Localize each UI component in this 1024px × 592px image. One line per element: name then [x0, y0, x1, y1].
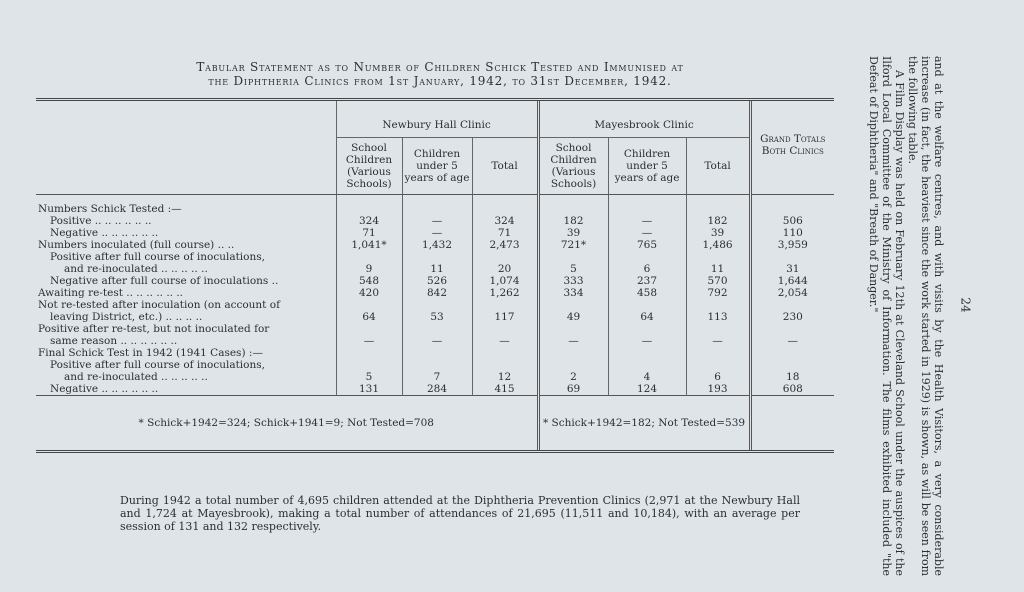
row-label: Negative .. .. .. .. .. .. — [50, 383, 159, 395]
table-cell — [750, 347, 834, 359]
table-cell — [608, 195, 686, 216]
table-cell: 12 — [472, 371, 538, 383]
table-cell: — — [686, 335, 750, 347]
header-blank-2 — [36, 138, 336, 195]
page-number: 24 — [958, 297, 973, 313]
row-label: Negative .. .. .. .. .. .. — [50, 227, 159, 239]
side-text — [845, 56, 945, 576]
table-cell: — — [402, 335, 472, 347]
table-cell: 526 — [402, 275, 472, 287]
table-cell: 5 — [336, 371, 402, 383]
table-cell: 570 — [686, 275, 750, 287]
table-cell — [472, 323, 538, 335]
table-cell — [402, 195, 472, 216]
schick-table — [36, 98, 834, 453]
table-row — [36, 335, 834, 347]
table-cell: 9 — [336, 263, 402, 275]
table-cell — [538, 323, 608, 335]
footnote-newbury: * Schick+1942=324; Schick+1941=9; Not Tested=708 — [36, 396, 538, 452]
table-cell — [402, 299, 472, 311]
table-cell — [686, 359, 750, 371]
table-cell: 117 — [472, 311, 538, 323]
table-row — [36, 239, 834, 251]
row-label: Positive .. .. .. .. .. .. — [50, 215, 152, 227]
header-grand-totals: Grand Totals Both Clinics — [750, 100, 834, 195]
table-cell — [538, 195, 608, 216]
table-cell: 69 — [538, 383, 608, 396]
table-cell: 324 — [472, 215, 538, 227]
footnote-mayesbrook: * Schick+1942=182; Not Tested=539 — [538, 396, 750, 452]
table-cell — [608, 359, 686, 371]
table-cell: 230 — [750, 311, 834, 323]
table-cell: 182 — [538, 215, 608, 227]
table-cell: 2 — [538, 371, 608, 383]
table-cell: 334 — [538, 287, 608, 299]
table-cell — [336, 251, 402, 263]
table-cell: 6 — [686, 371, 750, 383]
table-cell — [538, 347, 608, 359]
table-row — [36, 215, 834, 227]
table-cell: 31 — [750, 263, 834, 275]
table-cell: 506 — [750, 215, 834, 227]
table-cell — [608, 251, 686, 263]
table-cell: 124 — [608, 383, 686, 396]
table-cell: 110 — [750, 227, 834, 239]
table-cell — [686, 347, 750, 359]
table-cell: 131 — [336, 383, 402, 396]
table-cell: 1,041* — [336, 239, 402, 251]
table-row — [36, 347, 834, 359]
table-row — [36, 251, 834, 263]
header-newbury: Newbury Hall Clinic — [336, 100, 538, 138]
table-row — [36, 263, 834, 275]
table-cell: 2,054 — [750, 287, 834, 299]
table-cell — [472, 299, 538, 311]
table-cell: 1,486 — [686, 239, 750, 251]
table-cell — [750, 195, 834, 216]
table-cell: 39 — [538, 227, 608, 239]
table-cell: 6 — [608, 263, 686, 275]
table-row — [36, 275, 834, 287]
table-row — [36, 359, 834, 371]
row-label: and re-inoculated .. .. .. .. .. — [64, 371, 208, 383]
table-cell — [336, 299, 402, 311]
table-cell: 11 — [402, 263, 472, 275]
table-cell: — — [538, 335, 608, 347]
table-cell — [686, 323, 750, 335]
row-label: Negative after full course of inoculations .. — [50, 275, 279, 287]
table-cell — [750, 359, 834, 371]
header-under5-b: Children under 5 years of age — [608, 138, 686, 195]
table-cell: 39 — [686, 227, 750, 239]
table-cell — [336, 323, 402, 335]
table-cell: 64 — [608, 311, 686, 323]
row-label: Final Schick Test in 1942 (1941 Cases) :— — [38, 347, 263, 359]
header-school-b: School Children (Various Schools) — [538, 138, 608, 195]
table-row — [36, 195, 834, 216]
table-cell — [538, 359, 608, 371]
table-row — [36, 383, 834, 396]
table-cell: 49 — [538, 311, 608, 323]
table-cell — [538, 299, 608, 311]
side-paragraph-1: and at the welfare centres, and with visits by the Health Visitors, a very considerable increase (in fact, the heaviest since the work started in 1929) is shown, as will be seen from the following table. — [906, 56, 945, 576]
table-row — [36, 311, 834, 323]
table-cell — [608, 323, 686, 335]
table-cell: 3,959 — [750, 239, 834, 251]
table-cell: 333 — [538, 275, 608, 287]
table-cell — [686, 251, 750, 263]
table-row — [36, 299, 834, 311]
table-title — [60, 60, 820, 88]
table-cell — [608, 347, 686, 359]
row-label: Positive after full course of inoculations, — [50, 359, 265, 371]
table-cell: 415 — [472, 383, 538, 396]
table-cell: 284 — [402, 383, 472, 396]
table-cell: — — [402, 215, 472, 227]
table-cell: 182 — [686, 215, 750, 227]
table-row — [36, 287, 834, 299]
summary-paragraph: During 1942 a total number of 4,695 children attended at the Diphtheria Prevention Clinics (2,971 at the Newbury Hall and 1,724 at Mayesbrook), making a total number of attendances of 21,695 (11,511 and 10,184), with an average per session of 131 and 132 respectively. — [120, 494, 800, 533]
table-cell — [686, 299, 750, 311]
table-cell: 18 — [750, 371, 834, 383]
table-row — [36, 371, 834, 383]
table-cell — [336, 347, 402, 359]
row-label: leaving District, etc.) .. .. .. .. — [50, 311, 203, 323]
table-cell — [686, 195, 750, 216]
table-row — [36, 227, 834, 239]
table-cell: — — [750, 335, 834, 347]
table-cell: — — [608, 227, 686, 239]
footnote-blank — [750, 396, 834, 452]
table-cell: — — [472, 335, 538, 347]
row-label: Awaiting re-test .. .. .. .. .. .. — [38, 287, 184, 299]
table-cell: 7 — [402, 371, 472, 383]
row-label: Positive after re-test, but not inoculated for — [38, 323, 270, 335]
table-cell — [750, 323, 834, 335]
row-label: Numbers Schick Tested :— — [38, 203, 182, 215]
table-cell — [472, 347, 538, 359]
title-line-1: Tabular Statement as to Number of Children Schick Tested and Immunised at — [196, 60, 684, 74]
table-cell: 1,644 — [750, 275, 834, 287]
table-cell: — — [608, 335, 686, 347]
table-cell: 11 — [686, 263, 750, 275]
table-cell: 5 — [538, 263, 608, 275]
table-cell — [472, 251, 538, 263]
header-under5-a: Children under 5 years of age — [402, 138, 472, 195]
table-cell — [538, 251, 608, 263]
row-label: Not re-tested after inoculation (on account of — [38, 299, 280, 311]
table-cell: 237 — [608, 275, 686, 287]
table-cell — [336, 359, 402, 371]
table-cell: 765 — [608, 239, 686, 251]
table-cell: 71 — [472, 227, 538, 239]
table-cell: 548 — [336, 275, 402, 287]
table-cell: 1,074 — [472, 275, 538, 287]
table-cell: 53 — [402, 311, 472, 323]
table-cell: 71 — [336, 227, 402, 239]
table-cell: 721* — [538, 239, 608, 251]
table-cell: — — [336, 335, 402, 347]
table-cell — [608, 299, 686, 311]
table-cell: 608 — [750, 383, 834, 396]
row-label: Positive after full course of inoculations, — [50, 251, 265, 263]
table-cell: 20 — [472, 263, 538, 275]
table-cell: 2,473 — [472, 239, 538, 251]
header-blank — [36, 100, 336, 138]
table-cell: 64 — [336, 311, 402, 323]
table-cell: 113 — [686, 311, 750, 323]
title-line-2: the Diphtheria Clinics from 1st January, 1942, to 31st December, 1942. — [208, 74, 672, 88]
table-cell — [402, 251, 472, 263]
table-cell — [402, 347, 472, 359]
row-label: same reason .. .. .. .. .. .. — [50, 335, 178, 347]
table-cell: 324 — [336, 215, 402, 227]
side-paragraph-2: A Film Display was held on February 12th at Cleveland School under the auspices of the Ilford Local Committee of the Ministry of Information. The films exhibited included "the Defeat of Diphtheria" and "Breath of Danger." — [867, 56, 906, 576]
header-mayesbrook: Mayesbrook Clinic — [538, 100, 750, 138]
table-cell: 1,262 — [472, 287, 538, 299]
table-cell — [750, 299, 834, 311]
table-cell: 193 — [686, 383, 750, 396]
table-cell — [402, 323, 472, 335]
table-cell: — — [608, 215, 686, 227]
table-cell — [750, 251, 834, 263]
table-row — [36, 323, 834, 335]
table-cell: 420 — [336, 287, 402, 299]
table-cell — [336, 195, 402, 216]
header-total-a: Total — [472, 138, 538, 195]
row-label: Numbers inoculated (full course) .. .. — [38, 239, 235, 251]
table-cell: 458 — [608, 287, 686, 299]
header-school-a: School Children (Various Schools) — [336, 138, 402, 195]
header-total-b: Total — [686, 138, 750, 195]
table-cell: 4 — [608, 371, 686, 383]
table-cell: — — [402, 227, 472, 239]
table-cell — [472, 195, 538, 216]
row-label: and re-inoculated .. .. .. .. .. — [64, 263, 208, 275]
table-cell: 792 — [686, 287, 750, 299]
table-cell: 1,432 — [402, 239, 472, 251]
table-cell — [402, 359, 472, 371]
table-cell — [472, 359, 538, 371]
table-cell: 842 — [402, 287, 472, 299]
